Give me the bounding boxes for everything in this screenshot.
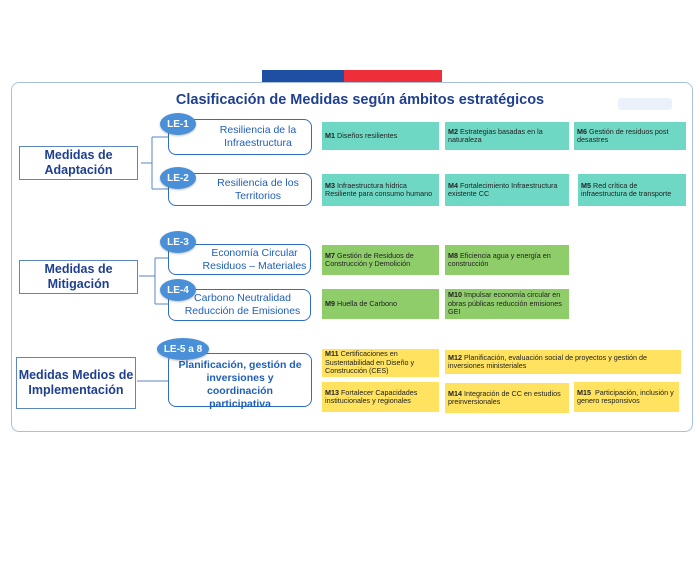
measure-m11: M11 Certificaciones en Sustentabilidad en Diseño y Construcción (CES) (322, 349, 439, 377)
measure-m5: M5 Red crítica de infraestructura de transporte (578, 174, 686, 206)
measure-m4: M4 Fortalecimiento Infraestructura existente CC (445, 174, 569, 206)
diagram-title: Clasificación de Medidas según ámbitos estratégicos (175, 92, 545, 108)
strategy-le4: Carbono Neutralidad Reducción de Emisiones (168, 289, 311, 321)
measure-m12: M12 Planificación, evaluación social de proyectos y gestión de inversiones ministeriales (445, 350, 681, 374)
flag-blue-stripe (262, 70, 344, 82)
category-implementacion: Medidas Medios de Implementación (16, 357, 136, 409)
badge-le58: LE-5 a 8 (157, 338, 209, 360)
badge-le2: LE-2 (160, 167, 196, 189)
category-adaptacion: Medidas de Adaptación (19, 146, 138, 180)
measure-m8: M8 Eficiencia agua y energía en construcción (445, 245, 569, 275)
strategy-le1: Resiliencia de la Infraestructura (168, 119, 312, 155)
watermark-logo (618, 98, 672, 110)
measure-m13: M13 Fortalecer Capacidades institucionales y regionales (322, 382, 439, 412)
measure-m1: M1 Diseños resilientes (322, 122, 439, 150)
strategy-le3: Economía Circular Residuos – Materiales (168, 244, 311, 275)
measure-m2: M2 Estrategias basadas en la naturaleza (445, 122, 569, 150)
strategy-le2: Resiliencia de los Territorios (168, 173, 312, 206)
measure-m7: M7 Gestión de Residuos de Construcción y Demolición (322, 245, 439, 275)
strategy-le58: Planificación, gestión de inversiones y coordinación participativa (168, 353, 312, 407)
badge-le3: LE-3 (160, 231, 196, 253)
measure-m10: M10 Impulsar economía circular en obras públicas reducción emisiones GEI (445, 289, 569, 319)
flag-red-stripe (344, 70, 442, 82)
measure-m15: M15 Participación, inclusión y genero responsivos (574, 382, 679, 412)
badge-le1: LE-1 (160, 113, 196, 135)
measure-m14: M14 Integración de CC en estudios preinversionales (445, 383, 569, 413)
measure-m9: M9 Huella de Carbono (322, 289, 439, 319)
badge-le4: LE-4 (160, 279, 196, 301)
category-mitigacion: Medidas de Mitigación (19, 260, 138, 294)
measure-m3: M3 Infraestructura hídrica Resiliente para consumo humano (322, 174, 439, 206)
measure-m6: M6 Gestión de residuos post desastres (574, 122, 686, 150)
